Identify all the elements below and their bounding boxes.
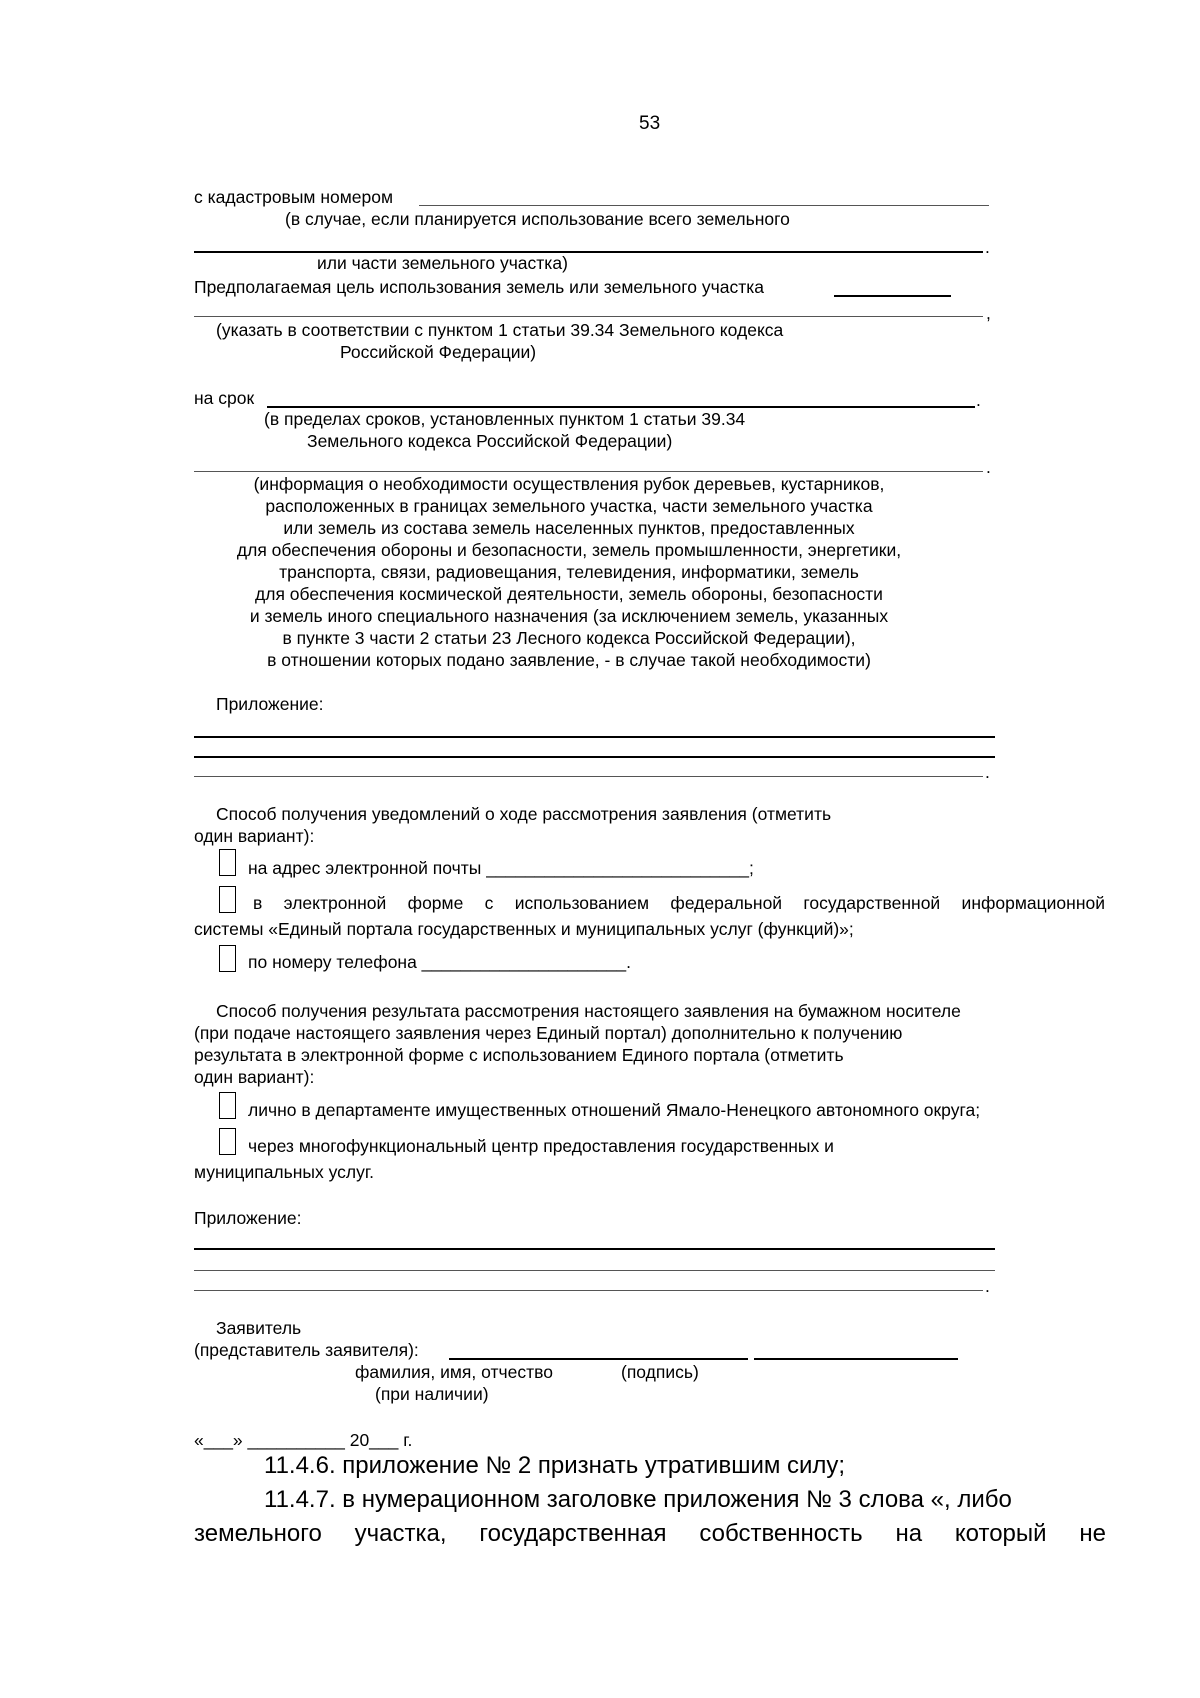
purpose-line-full[interactable] — [194, 316, 983, 317]
felling-info-line-text: транспорта, связи, радиовещания, телевидения, информатики, земель — [279, 562, 859, 582]
result-intro: Способ получения результата рассмотрения настоящего заявления на бумажном носителе — [216, 1001, 961, 1021]
phone-option-label: по номеру телефона _____________________. — [248, 952, 631, 972]
term-label: на срок — [194, 388, 255, 408]
email-option-label: на адрес электронной почты ___________________________; — [248, 858, 754, 878]
applicant-label: Заявитель — [216, 1318, 302, 1338]
cadastral-continuation-line[interactable] — [194, 251, 983, 253]
period-mark: . — [985, 762, 990, 782]
comma-mark: , — [986, 303, 991, 323]
mfc-checkbox[interactable] — [219, 1128, 236, 1155]
term-line[interactable] — [267, 406, 975, 408]
attachment-line[interactable] — [194, 736, 995, 738]
portal-option-label: в электронной форме с использованием федеральной государственной информационной — [253, 893, 1105, 913]
purpose-hint-2: Российской Федерации) — [340, 342, 537, 362]
felling-info-line[interactable] — [194, 471, 983, 472]
attachment-label: Приложение: — [216, 694, 324, 714]
mfc-option-label: через многофункциональный центр предоставления государственных и — [248, 1136, 834, 1156]
email-checkbox[interactable] — [219, 849, 236, 876]
amendment-item-6: 11.4.6. приложение № 2 признать утратившим силу; — [264, 1452, 846, 1479]
result-intro: один вариант): — [194, 1067, 315, 1087]
attachment-line[interactable] — [194, 776, 983, 777]
cadastral-hint-2: или части земельного участка) — [317, 253, 568, 273]
attachment-label: Приложение: — [194, 1208, 302, 1228]
purpose-label: Предполагаемая цель использования земель или земельного участка — [194, 277, 764, 297]
term-hint-2: Земельного кодекса Российской Федерации) — [307, 431, 673, 451]
amendment-item-7-continued: земельного участка, государственная собственность на который не — [194, 1520, 1106, 1547]
attachment-line[interactable] — [194, 756, 995, 758]
notification-intro: один вариант): — [194, 826, 315, 846]
attachment-line[interactable] — [194, 1270, 995, 1271]
applicant-rep-label: (представитель заявителя): — [194, 1340, 419, 1360]
period-mark: . — [985, 237, 990, 257]
date-line: «___» __________ 20___ г. — [194, 1430, 413, 1450]
felling-info-line-text: расположенных в границах земельного участка, части земельного участка — [265, 496, 873, 516]
felling-info-line-text: или земель из состава земель населенных пунктов, предоставленных — [283, 518, 855, 538]
signature-hint: (подпись) — [621, 1362, 699, 1382]
result-intro: (при подаче настоящего заявления через Единый портал) дополнительно к получению — [194, 1023, 903, 1043]
purpose-hint-1: (указать в соответствии с пунктом 1 статьи 39.34 Земельного кодекса — [216, 320, 784, 340]
felling-info-line-text: в отношении которых подано заявление, - в случае такой необходимости) — [267, 650, 871, 670]
portal-option-label: системы «Единый портала государственных и муниципальных услуг (функций)»; — [194, 919, 854, 939]
cadastral-label: с кадастровым номером — [194, 187, 393, 207]
department-checkbox[interactable] — [219, 1092, 236, 1119]
attachment-line[interactable] — [194, 1248, 995, 1250]
page-number: 53 — [639, 113, 661, 134]
cadastral-number-line[interactable] — [419, 205, 989, 206]
felling-info-line-text: в пункте 3 части 2 статьи 23 Лесного кодекса Российской Федерации), — [282, 628, 856, 648]
mfc-option-label: муниципальных услуг. — [194, 1162, 374, 1182]
signature-line[interactable] — [754, 1358, 958, 1360]
attachment-line[interactable] — [194, 1290, 983, 1291]
amendment-item-7: 11.4.7. в нумерационном заголовке приложения № 3 слова «, либо — [264, 1486, 1012, 1513]
felling-info-line-text: для обеспечения обороны и безопасности, земель промышленности, энергетики, — [236, 540, 902, 560]
period-mark: . — [976, 390, 981, 410]
felling-info-line-text: (информация о необходимости осуществления рубок деревьев, кустарников, — [253, 474, 885, 494]
department-option-label: лично в департаменте имущественных отношений Ямало-Ненецкого автономного округа; — [248, 1100, 981, 1120]
name-signature-line[interactable] — [449, 1358, 748, 1360]
felling-info-block — [194, 474, 944, 671]
name-hint: фамилия, имя, отчество — [355, 1362, 553, 1382]
name-hint-optional: (при наличии) — [375, 1384, 489, 1404]
purpose-line-short[interactable] — [834, 295, 951, 297]
period-mark: . — [985, 1276, 990, 1296]
period-mark: . — [986, 457, 991, 477]
result-intro: результата в электронной форме с использованием Единого портала (отметить — [194, 1045, 844, 1065]
felling-info-line-text: и земель иного специального назначения (за исключением земель, указанных — [249, 606, 889, 626]
notification-intro: Способ получения уведомлений о ходе рассмотрения заявления (отметить — [216, 804, 832, 824]
cadastral-hint-1: (в случае, если планируется использование всего земельного — [285, 209, 790, 229]
felling-info-line-text: для обеспечения космической деятельности, земель обороны, безопасности — [255, 584, 883, 604]
phone-checkbox[interactable] — [219, 945, 236, 972]
term-hint-1: (в пределах сроков, установленных пунктом 1 статьи 39.34 — [264, 409, 746, 429]
portal-checkbox[interactable] — [219, 886, 236, 913]
